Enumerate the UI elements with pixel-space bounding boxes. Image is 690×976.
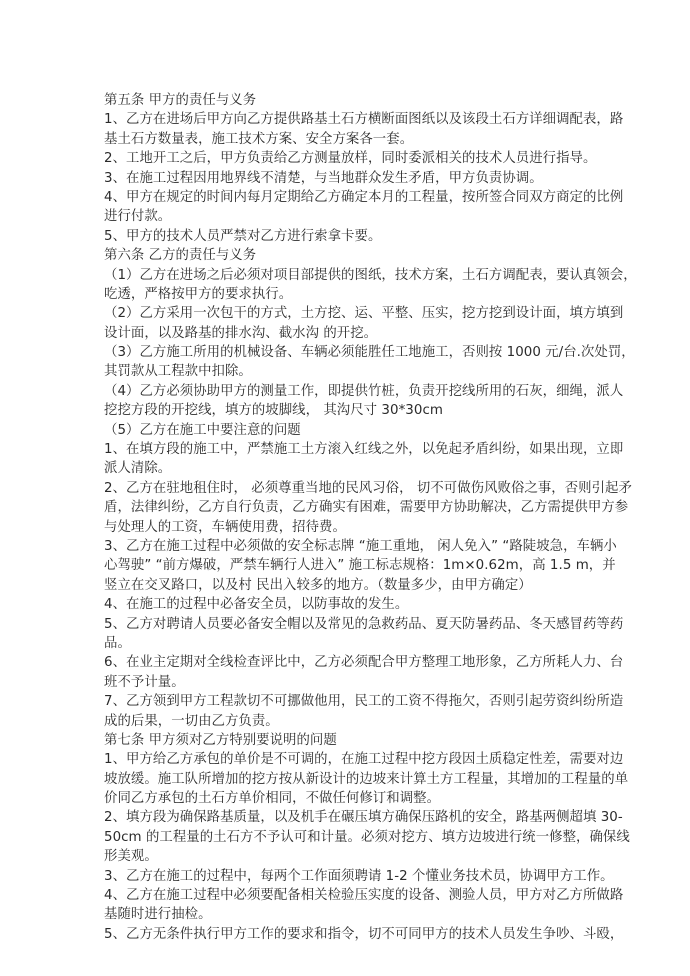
text-line: 基随时进行抽检。 (104, 907, 212, 923)
text-line: 4、在施工的过程中必备安全员，以防事故的发生。 (104, 597, 409, 613)
text-line: 坡放缓。施工队所增加的挖方按从新设计的边坡来计算土方工程量，其增加的工程量的单 (104, 771, 629, 787)
text-line: 价同乙方承包的土石方单价相同，不做任何修订和调整。 (104, 791, 441, 807)
text-line: （4）乙方必须协助甲方的测量工作，即提供竹桩，负责开挖线所用的石灰，细绳，派人 (104, 383, 624, 399)
text-line: 6、在业主定期对全线检查评比中，乙方必须配合甲方整理工地形象，乙方所耗人力、台 (104, 655, 624, 671)
text-line: 5、乙方对聘请人员要必备安全帽以及常见的急救药品、夏天防暑药品、冬天感冒药等药 (104, 616, 624, 632)
section-heading-6: 第六条 乙方的责任与义务 (104, 248, 257, 264)
text-line: 品。 (104, 635, 131, 651)
text-line: 2、乙方在驻地租住时， 必须尊重当地的民风习俗， 切不可做伤风败俗之事，否则引起矛 (104, 480, 632, 496)
text-line: 与处理人的工资，车辆使用费，招待费。 (104, 519, 346, 535)
text-line: 2、填方段为确保路基质量，以及机手在碾压填方确保压路机的安全，路基两侧超填 30- (104, 810, 623, 826)
text-line: 设计面，以及路基的排水沟、截水沟 的开挖。 (104, 325, 378, 341)
text-line: 4、甲方在规定的时间内每月定期给乙方确定本月的工程量，按所签合同双方商定的比例 (104, 189, 624, 205)
text-line: 其罚款从工程款中扣除。 (104, 364, 252, 380)
text-line: （2）乙方采用一次包干的方式，土方挖、运、平整、压实，挖方挖到设计面，填方填到 (104, 306, 624, 322)
text-line: （3）乙方施工所用的机械设备、车辆必须能胜任工地施工，否则按 1000 元/台.次处罚， (104, 345, 635, 361)
text-line: 进行付款。 (104, 209, 172, 225)
text-line: 1、乙方在进场后甲方向乙方提供路基土石方横断面图纸以及该段土石方详细调配表，路 (104, 112, 624, 128)
text-line: 50cm 的工程量的土石方不予认可和计量。必须对挖方、填方边坡进行统一修整，确保线 (104, 829, 630, 845)
text-line: 派人清除。 (104, 461, 172, 477)
text-line: 3、乙方在施工的过程中，每两个工作面须聘请 1-2 个懂业务技术员，协调甲方工作。 (104, 868, 614, 884)
text-line: 挖挖方段的开挖线，填方的坡脚线， 其沟尺寸 30*30cm (104, 403, 443, 419)
text-line: 3、在施工过程因用地界线不清楚，与当地群众发生矛盾，甲方负责协调。 (104, 170, 543, 186)
text-line: （1）乙方在进场之后必须对项目部提供的图纸，技术方案，土石方调配表，要认真领会， (104, 267, 637, 283)
text-line: 1、在填方段的施工中，严禁施工土方滚入红线之外，以免起矛盾纠纷，如果出现，立即 (104, 442, 624, 458)
text-line: 5、乙方无条件执行甲方工作的要求和指令，切不可同甲方的技术人员发生争吵、斗殴， (104, 926, 624, 942)
text-line: 吃透，严格按甲方的要求执行。 (104, 286, 293, 302)
text-line: 基土石方数量表，施工技术方案、安全方案各一套。 (104, 131, 414, 147)
text-line: 7、乙方领到甲方工程款切不可挪做他用，民工的工资不得拖欠，否则引起劳资纠纷所造 (104, 694, 624, 710)
text-line: 2、工地开工之后，甲方负责给乙方测量放样，同时委派相关的技术人员进行指导。 (104, 151, 597, 167)
text-line: 班不予计量。 (104, 674, 185, 690)
text-line: 3、乙方在施工过程中必须做的安全标志牌 “施工重地， 闲人免入” “路陡坡急，车辆小 (104, 538, 617, 554)
text-line: 竖立在交叉路口，以及村 民出入较多的地方。（数量多少，由甲方确定） (104, 577, 532, 593)
document-page (104, 91, 637, 944)
text-line: 盾，法律纠纷，乙方自行负责，乙方确实有困难，需要甲方协助解决，乙方需提供甲方参 (104, 500, 629, 516)
text-line: 5、甲方的技术人员严禁对乙方进行索拿卡要。 (104, 228, 382, 244)
subsection-heading: （5）乙方在施工中要注意的问题 (104, 422, 301, 438)
text-line: 心驾驶” “前方爆破，严禁车辆行人进入” 施工标志规格：1m×0.62m，高 1.5 m，并 (104, 558, 616, 574)
text-line: 1、甲方给乙方承包的单价是不可调的，在施工过程中挖方段因土质稳定性差，需要对边 (104, 752, 624, 768)
text-line: 成的后果，一切由乙方负责。 (104, 713, 279, 729)
text-line: 形美观。 (104, 849, 158, 865)
text-line: 4、乙方在施工过程中必须要配备相关检验压实度的设备、测验人员，甲方对乙方所做路 (104, 888, 624, 904)
section-heading-5: 第五条 甲方的责任与义务 (104, 93, 257, 108)
section-heading-7: 第七条 甲方须对乙方特别要说明的问题 (104, 732, 337, 748)
